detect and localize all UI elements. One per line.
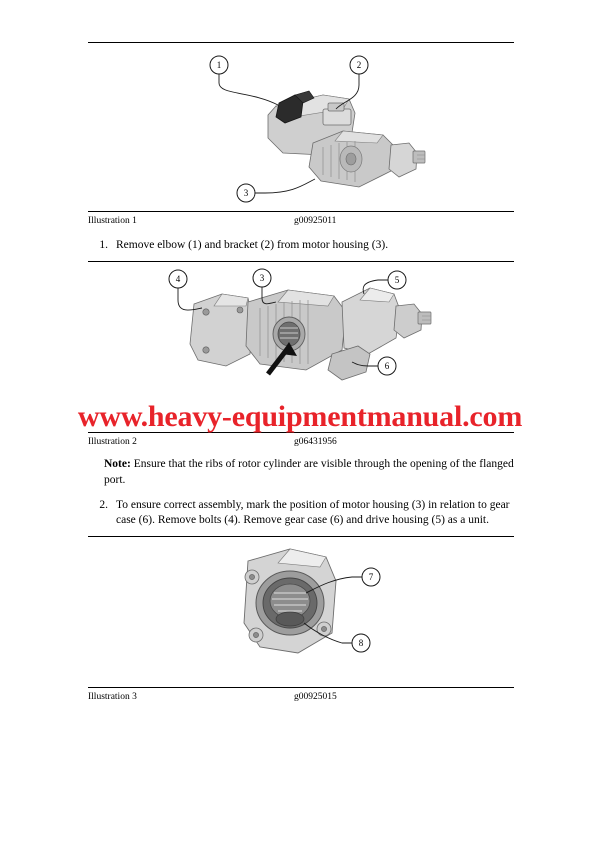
note-text: Ensure that the ribs of rotor cylinder are visible through the opening of the flanged port. [104, 458, 514, 486]
svg-text:3: 3 [243, 188, 249, 198]
step-2 [88, 498, 514, 529]
page-content [88, 42, 514, 704]
step-2-number: 2. [99, 498, 108, 511]
svg-text:5: 5 [394, 275, 400, 286]
svg-text:3: 3 [259, 273, 265, 284]
illustration-1-code: g00925011 [294, 216, 337, 226]
illustration-2-image [88, 262, 514, 432]
illustration-3-block [88, 536, 514, 704]
note-block [104, 457, 514, 488]
svg-text:1: 1 [216, 60, 222, 70]
illustration-1-image [88, 43, 514, 211]
illustration-1-block [88, 42, 514, 228]
svg-text:2: 2 [356, 60, 362, 70]
svg-text:4: 4 [175, 274, 181, 285]
illustration-2-caption [88, 433, 514, 449]
illustration-2-label: Illustration 2 [88, 437, 137, 448]
illustration-1-caption [88, 212, 514, 228]
illustration-2-code: g06431956 [294, 437, 337, 448]
svg-text:7: 7 [368, 572, 374, 583]
illustration-3-caption [88, 688, 514, 704]
svg-text:6: 6 [384, 361, 390, 372]
note-label: Note: [104, 458, 131, 471]
step-1 [88, 238, 514, 253]
step-2-text: To ensure correct assembly, mark the position of motor housing (3) in relation to gear case (6). Remove bolts (4). Remove gear case (6) and drive housing (5) as a unit. [116, 498, 510, 527]
step-1-text: Remove elbow (1) and bracket (2) from motor housing (3). [116, 239, 389, 251]
illustration-1-label: Illustration 1 [88, 216, 137, 226]
illustration-3-image [88, 537, 514, 687]
watermark-text: www.heavy-equipmentmanual.com [77, 400, 523, 433]
svg-text:8: 8 [358, 638, 364, 649]
illustration-2-block [88, 261, 514, 449]
illustration-3-label: Illustration 3 [88, 692, 137, 703]
step-1-number: 1. [99, 239, 108, 251]
illustration-3-code: g00925015 [294, 692, 337, 703]
